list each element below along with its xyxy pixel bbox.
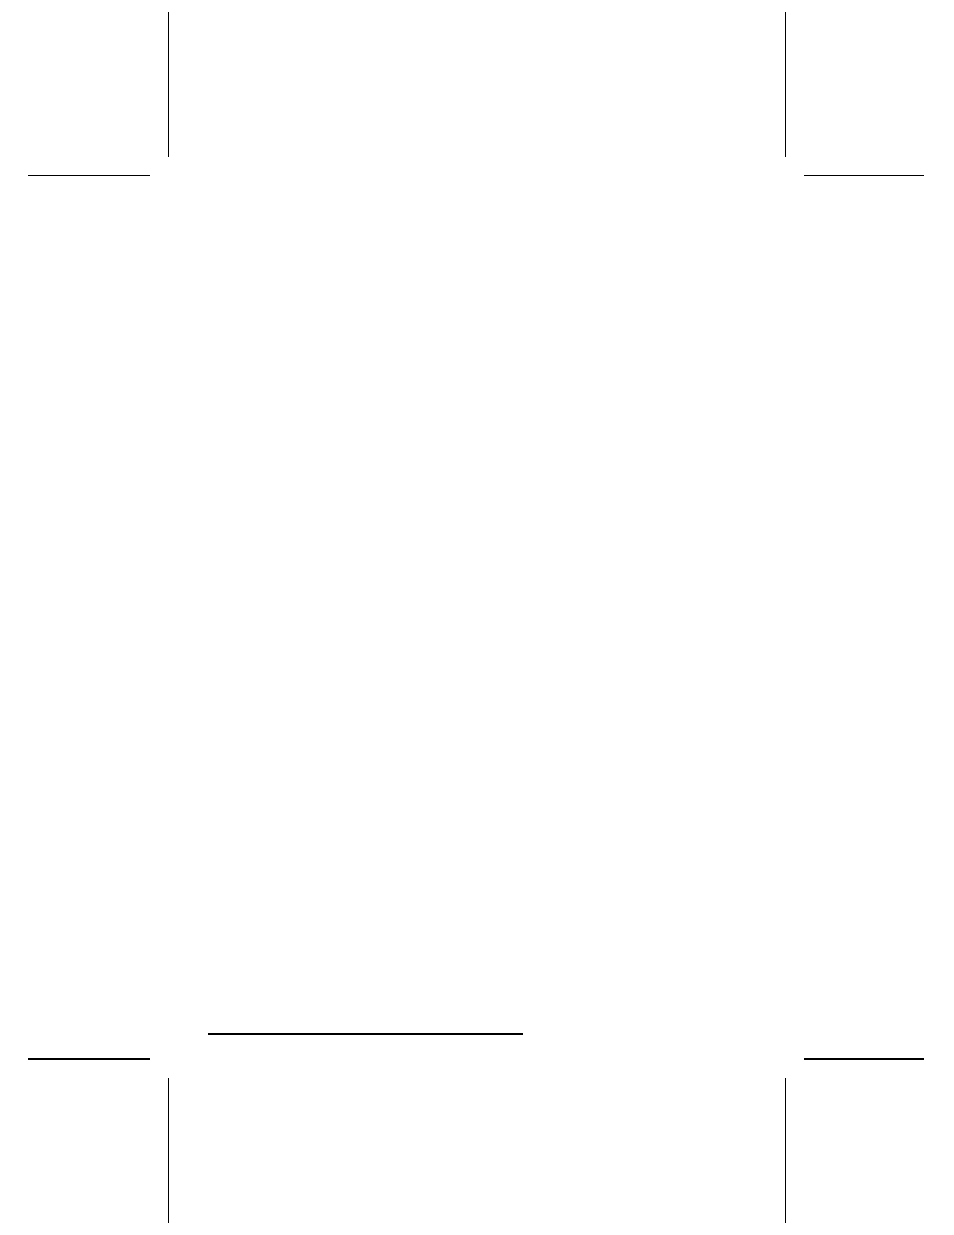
table-of-contents (196, 203, 747, 237)
crop-mark-bottom-left-horizontal (28, 1058, 150, 1060)
crop-mark-bottom-right-horizontal (804, 1058, 924, 1060)
crop-mark-bottom-right-vertical (785, 1078, 786, 1223)
crop-mark-top-right-horizontal (804, 175, 924, 176)
crop-mark-bottom-left-vertical (168, 1078, 169, 1223)
page-footer (196, 1020, 526, 1038)
crop-mark-top-left-horizontal (28, 175, 150, 176)
section-heading (196, 205, 747, 237)
crop-mark-top-left-vertical (168, 12, 169, 157)
crop-mark-top-right-vertical (785, 12, 786, 157)
footer-rule (208, 1033, 523, 1035)
